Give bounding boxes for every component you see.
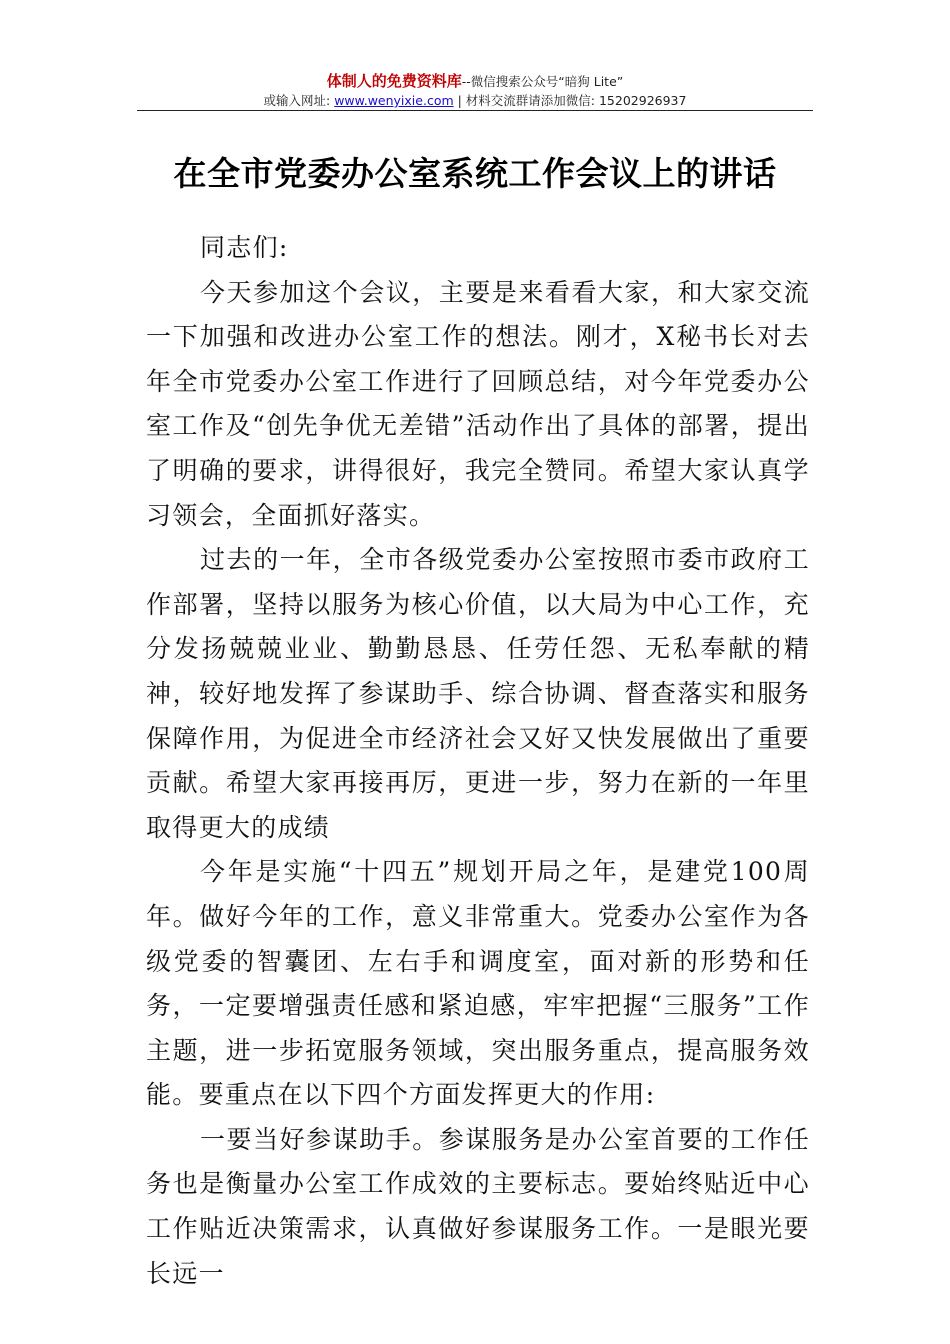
paragraph: 今年是实施“十四五”规划开局之年，是建党100周年。做好今年的工作，意义非常重大。党委办公室作为各级党委的智囊团、左右手和调度室，面对新的形势和任务，一定要增强责任感和紧迫感，牢牢把握“三服务”工作主题，进一步拓宽服务领域，突出服务重点，提高服务效能。要重点在以下四个方面发挥更大的作用: <box>146 857 810 1110</box>
url-prefix: 或输入网址: <box>263 93 335 108</box>
document-body <box>146 226 810 1296</box>
header-tagline: --微信搜索公众号“暗狗 Lite” <box>461 74 624 89</box>
paragraph: 一要当好参谋助手。参谋服务是办公室首要的工作任务也是衡量办公室工作成效的主要标志。要始终贴近中心工作贴近决策需求，认真做好参谋服务工作。一是眼光要长远一 <box>146 1124 810 1288</box>
paragraph: 今天参加这个会议，主要是来看看大家，和大家交流一下加强和改进办公室工作的想法。刚才，X秘书长对去年全市党委办公室工作进行了回顾总结，对今年党委办公室工作及“创先争优无差错”活动作出了具体的部署，提出了明确的要求，讲得很好，我完全赞同。希望大家认真学习领会，全面抓好落实。 <box>146 277 810 530</box>
contact-info: | 材料交流群请添加微信: 15202926937 <box>453 93 687 108</box>
paragraph: 过去的一年，全市各级党委办公室按照市委市政府工作部署，坚持以服务为核心价值，以大局为中心工作，充分发扬兢兢业业、勤勤恳恳、任劳任怨、无私奉献的精神，较好地发挥了参谋助手、综合协调、督查落实和服务保障作用，为促进全市经济社会又好又快发展做出了重要贡献。希望大家再接再厉，更进一步，努力在新的一年里取得更大的成绩 <box>146 545 810 842</box>
site-name: 体制人的免费资料库 <box>326 72 462 90</box>
page-header <box>137 72 813 110</box>
paragraph-salutation: 同志们: <box>200 233 289 262</box>
header-contact-line <box>137 92 813 110</box>
header-divider <box>137 110 813 111</box>
website-link[interactable]: www.wenyixie.com <box>334 93 454 108</box>
header-banner <box>137 72 813 91</box>
document-title: 在全市党委办公室系统工作会议上的讲话 <box>173 154 777 193</box>
